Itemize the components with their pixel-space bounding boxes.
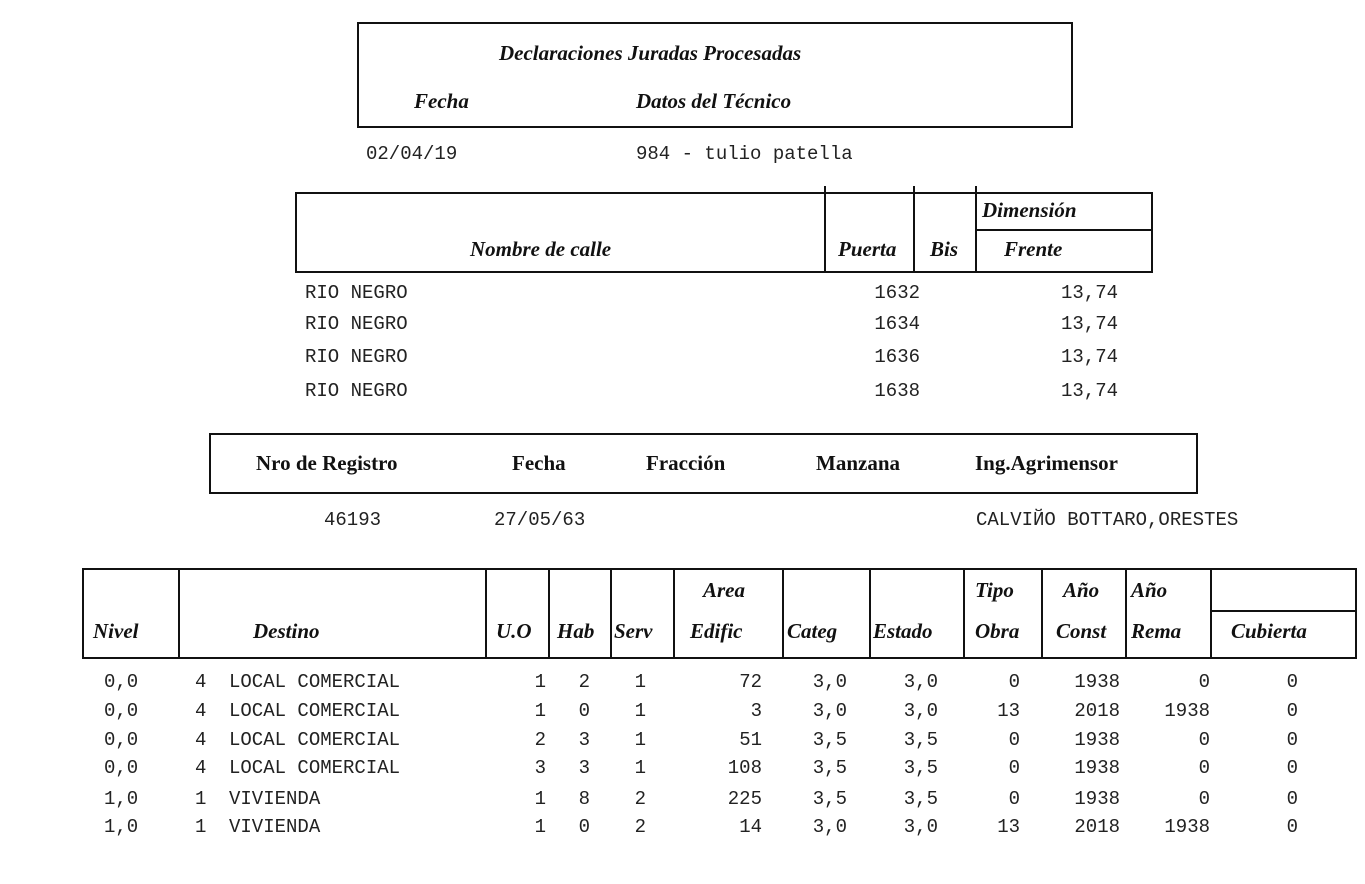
unidad-const: 1938	[1074, 788, 1120, 810]
calle-frente: 13,74	[1060, 313, 1118, 335]
unidad-const: 1938	[1074, 757, 1120, 779]
calle-puerta: 1632	[874, 282, 920, 304]
unidad-categ: 3,0	[812, 700, 847, 722]
unidad-rema: 1938	[1164, 700, 1210, 722]
area-header-bottom: Edific	[690, 619, 743, 643]
calle-nombre: RIO NEGRO	[305, 380, 408, 402]
unidad-cod: 4	[195, 729, 207, 751]
unidad-area: 225	[727, 788, 762, 810]
calle-nombre: RIO NEGRO	[305, 346, 408, 368]
unidad-destino: VIVIENDA	[229, 788, 321, 810]
u-div-5	[673, 568, 675, 659]
uo-header: U.O	[496, 619, 532, 643]
unidad-tipo: 0	[1008, 671, 1020, 693]
unidad-uo: 1	[534, 700, 546, 722]
unidad-destino: LOCAL COMERCIAL	[229, 671, 401, 693]
u-div-1	[178, 568, 180, 659]
unidad-cod: 1	[195, 788, 207, 810]
unidad-serv: 1	[634, 671, 646, 693]
unidad-hab: 0	[578, 816, 590, 838]
fecha-header: Fecha	[414, 89, 469, 113]
unidad-nivel: 0,0	[104, 700, 139, 722]
unidad-hab: 3	[578, 757, 590, 779]
unidad-const: 2018	[1074, 700, 1120, 722]
calle-header: Nombre de calle	[470, 237, 612, 261]
categ-header: Categ	[787, 619, 838, 643]
u-div-2	[485, 568, 487, 659]
unidad-uo: 1	[534, 816, 546, 838]
registro-fecha-header: Fecha	[512, 451, 566, 475]
anio-rema-header-bottom: Rema	[1131, 619, 1182, 643]
u-div-6	[782, 568, 784, 659]
unidad-const: 1938	[1074, 729, 1120, 751]
anio-const-header-top: Año	[1063, 578, 1100, 602]
unidad-estado: 3,0	[903, 671, 938, 693]
destino-header: Destino	[253, 619, 320, 643]
unidad-rema: 0	[1198, 729, 1210, 751]
agrimensor-header: Ing.Agrimensor	[975, 451, 1118, 475]
calle-divider-2	[913, 186, 915, 273]
unidad-serv: 1	[634, 729, 646, 751]
unidad-destino: LOCAL COMERCIAL	[229, 729, 401, 751]
cubierta-header: Cubierta	[1231, 619, 1307, 643]
bis-header: Bis	[930, 237, 959, 261]
unidad-serv: 1	[634, 757, 646, 779]
unidad-cod: 4	[195, 671, 207, 693]
unidad-hab: 2	[578, 671, 590, 693]
unidad-estado: 3,0	[903, 700, 938, 722]
unidad-cubierta: 0	[1286, 788, 1298, 810]
unidad-serv: 1	[634, 700, 646, 722]
unidad-rema: 0	[1198, 757, 1210, 779]
unidad-tipo: 0	[1008, 729, 1020, 751]
puerta-header: Puerta	[838, 237, 897, 261]
u-div-8	[963, 568, 965, 659]
unidad-destino: VIVIENDA	[229, 816, 321, 838]
unidad-categ: 3,0	[812, 816, 847, 838]
unidad-cubierta: 0	[1286, 700, 1298, 722]
unidad-uo: 3	[534, 757, 546, 779]
unidad-uo: 2	[534, 729, 546, 751]
anio-const-header-bottom: Const	[1056, 619, 1107, 643]
unidad-hab: 3	[578, 729, 590, 751]
unidad-rema: 0	[1198, 671, 1210, 693]
unidad-rema: 1938	[1164, 816, 1210, 838]
estado-header: Estado	[873, 619, 933, 643]
nivel-header: Nivel	[93, 619, 139, 643]
unidad-tipo: 0	[1008, 757, 1020, 779]
dimension-divider	[975, 229, 1153, 231]
unidad-uo: 1	[534, 788, 546, 810]
tecnico-datos: 984 - tulio patella	[636, 143, 853, 165]
calle-nombre: RIO NEGRO	[305, 313, 408, 335]
agrimensor-nombre: CALVIЙO BOTTARO,ORESTES	[976, 509, 1239, 531]
unidad-estado: 3,5	[903, 729, 938, 751]
unidad-cod: 1	[195, 816, 207, 838]
tipo-header-top: Tipo	[975, 578, 1014, 602]
unidad-estado: 3,5	[903, 757, 938, 779]
unidad-const: 1938	[1074, 671, 1120, 693]
u-div-7	[869, 568, 871, 659]
unidad-categ: 3,5	[812, 729, 847, 751]
unidad-cubierta: 0	[1286, 671, 1298, 693]
unidad-uo: 1	[534, 671, 546, 693]
unidad-area: 108	[727, 757, 762, 779]
u-div-11	[1210, 568, 1212, 659]
unidad-tipo: 0	[1008, 788, 1020, 810]
unidad-serv: 2	[634, 816, 646, 838]
registro-numero: 46193	[324, 509, 382, 531]
unidad-destino: LOCAL COMERCIAL	[229, 757, 401, 779]
unidad-cod: 4	[195, 757, 207, 779]
unidad-cubierta: 0	[1286, 729, 1298, 751]
registro-header: Nro de Registro	[256, 451, 398, 475]
declaracion-fecha: 02/04/19	[366, 143, 458, 165]
area-header-top: Area	[703, 578, 745, 602]
unidad-categ: 3,0	[812, 671, 847, 693]
calle-frente: 13,74	[1060, 346, 1118, 368]
unidad-categ: 3,5	[812, 788, 847, 810]
unidad-cod: 4	[195, 700, 207, 722]
manzana-header: Manzana	[816, 451, 900, 475]
hab-header: Hab	[557, 619, 595, 643]
unidad-categ: 3,5	[812, 757, 847, 779]
calle-divider-1	[824, 186, 826, 273]
u-div-10	[1125, 568, 1127, 659]
unidad-area: 51	[739, 729, 762, 751]
calle-frente: 13,74	[1060, 380, 1118, 402]
unidad-tipo: 13	[997, 816, 1020, 838]
unidad-hab: 8	[578, 788, 590, 810]
unidad-nivel: 1,0	[104, 788, 139, 810]
unidad-nivel: 0,0	[104, 729, 139, 751]
serv-header: Serv	[614, 619, 653, 643]
u-mid-line	[1210, 610, 1357, 612]
anio-rema-header-top: Año	[1131, 578, 1168, 602]
tecnico-header: Datos del Técnico	[636, 89, 792, 113]
unidad-estado: 3,5	[903, 788, 938, 810]
unidad-cubierta: 0	[1286, 816, 1298, 838]
frente-header: Frente	[1004, 237, 1063, 261]
declaraciones-title: Declaraciones Juradas Procesadas	[499, 41, 802, 65]
calle-puerta: 1636	[874, 346, 920, 368]
dimension-header: Dimensión	[982, 198, 1077, 222]
calle-nombre: RIO NEGRO	[305, 282, 408, 304]
unidad-nivel: 0,0	[104, 671, 139, 693]
u-div-3	[548, 568, 550, 659]
tipo-header-bottom: Obra	[975, 619, 1020, 643]
unidad-destino: LOCAL COMERCIAL	[229, 700, 401, 722]
registro-fecha: 27/05/63	[494, 509, 586, 531]
unidad-area: 72	[739, 671, 762, 693]
unidad-area: 3	[750, 700, 762, 722]
unidad-cubierta: 0	[1286, 757, 1298, 779]
calle-frente: 13,74	[1060, 282, 1118, 304]
unidad-estado: 3,0	[903, 816, 938, 838]
unidad-serv: 2	[634, 788, 646, 810]
unidad-nivel: 0,0	[104, 757, 139, 779]
unidad-hab: 0	[578, 700, 590, 722]
calle-puerta: 1638	[874, 380, 920, 402]
unidad-area: 14	[739, 816, 762, 838]
unidad-tipo: 13	[997, 700, 1020, 722]
unidad-nivel: 1,0	[104, 816, 139, 838]
unidad-rema: 0	[1198, 788, 1210, 810]
u-div-9	[1041, 568, 1043, 659]
u-div-4	[610, 568, 612, 659]
fraccion-header: Fracción	[646, 451, 726, 475]
calle-puerta: 1634	[874, 313, 920, 335]
unidad-const: 2018	[1074, 816, 1120, 838]
